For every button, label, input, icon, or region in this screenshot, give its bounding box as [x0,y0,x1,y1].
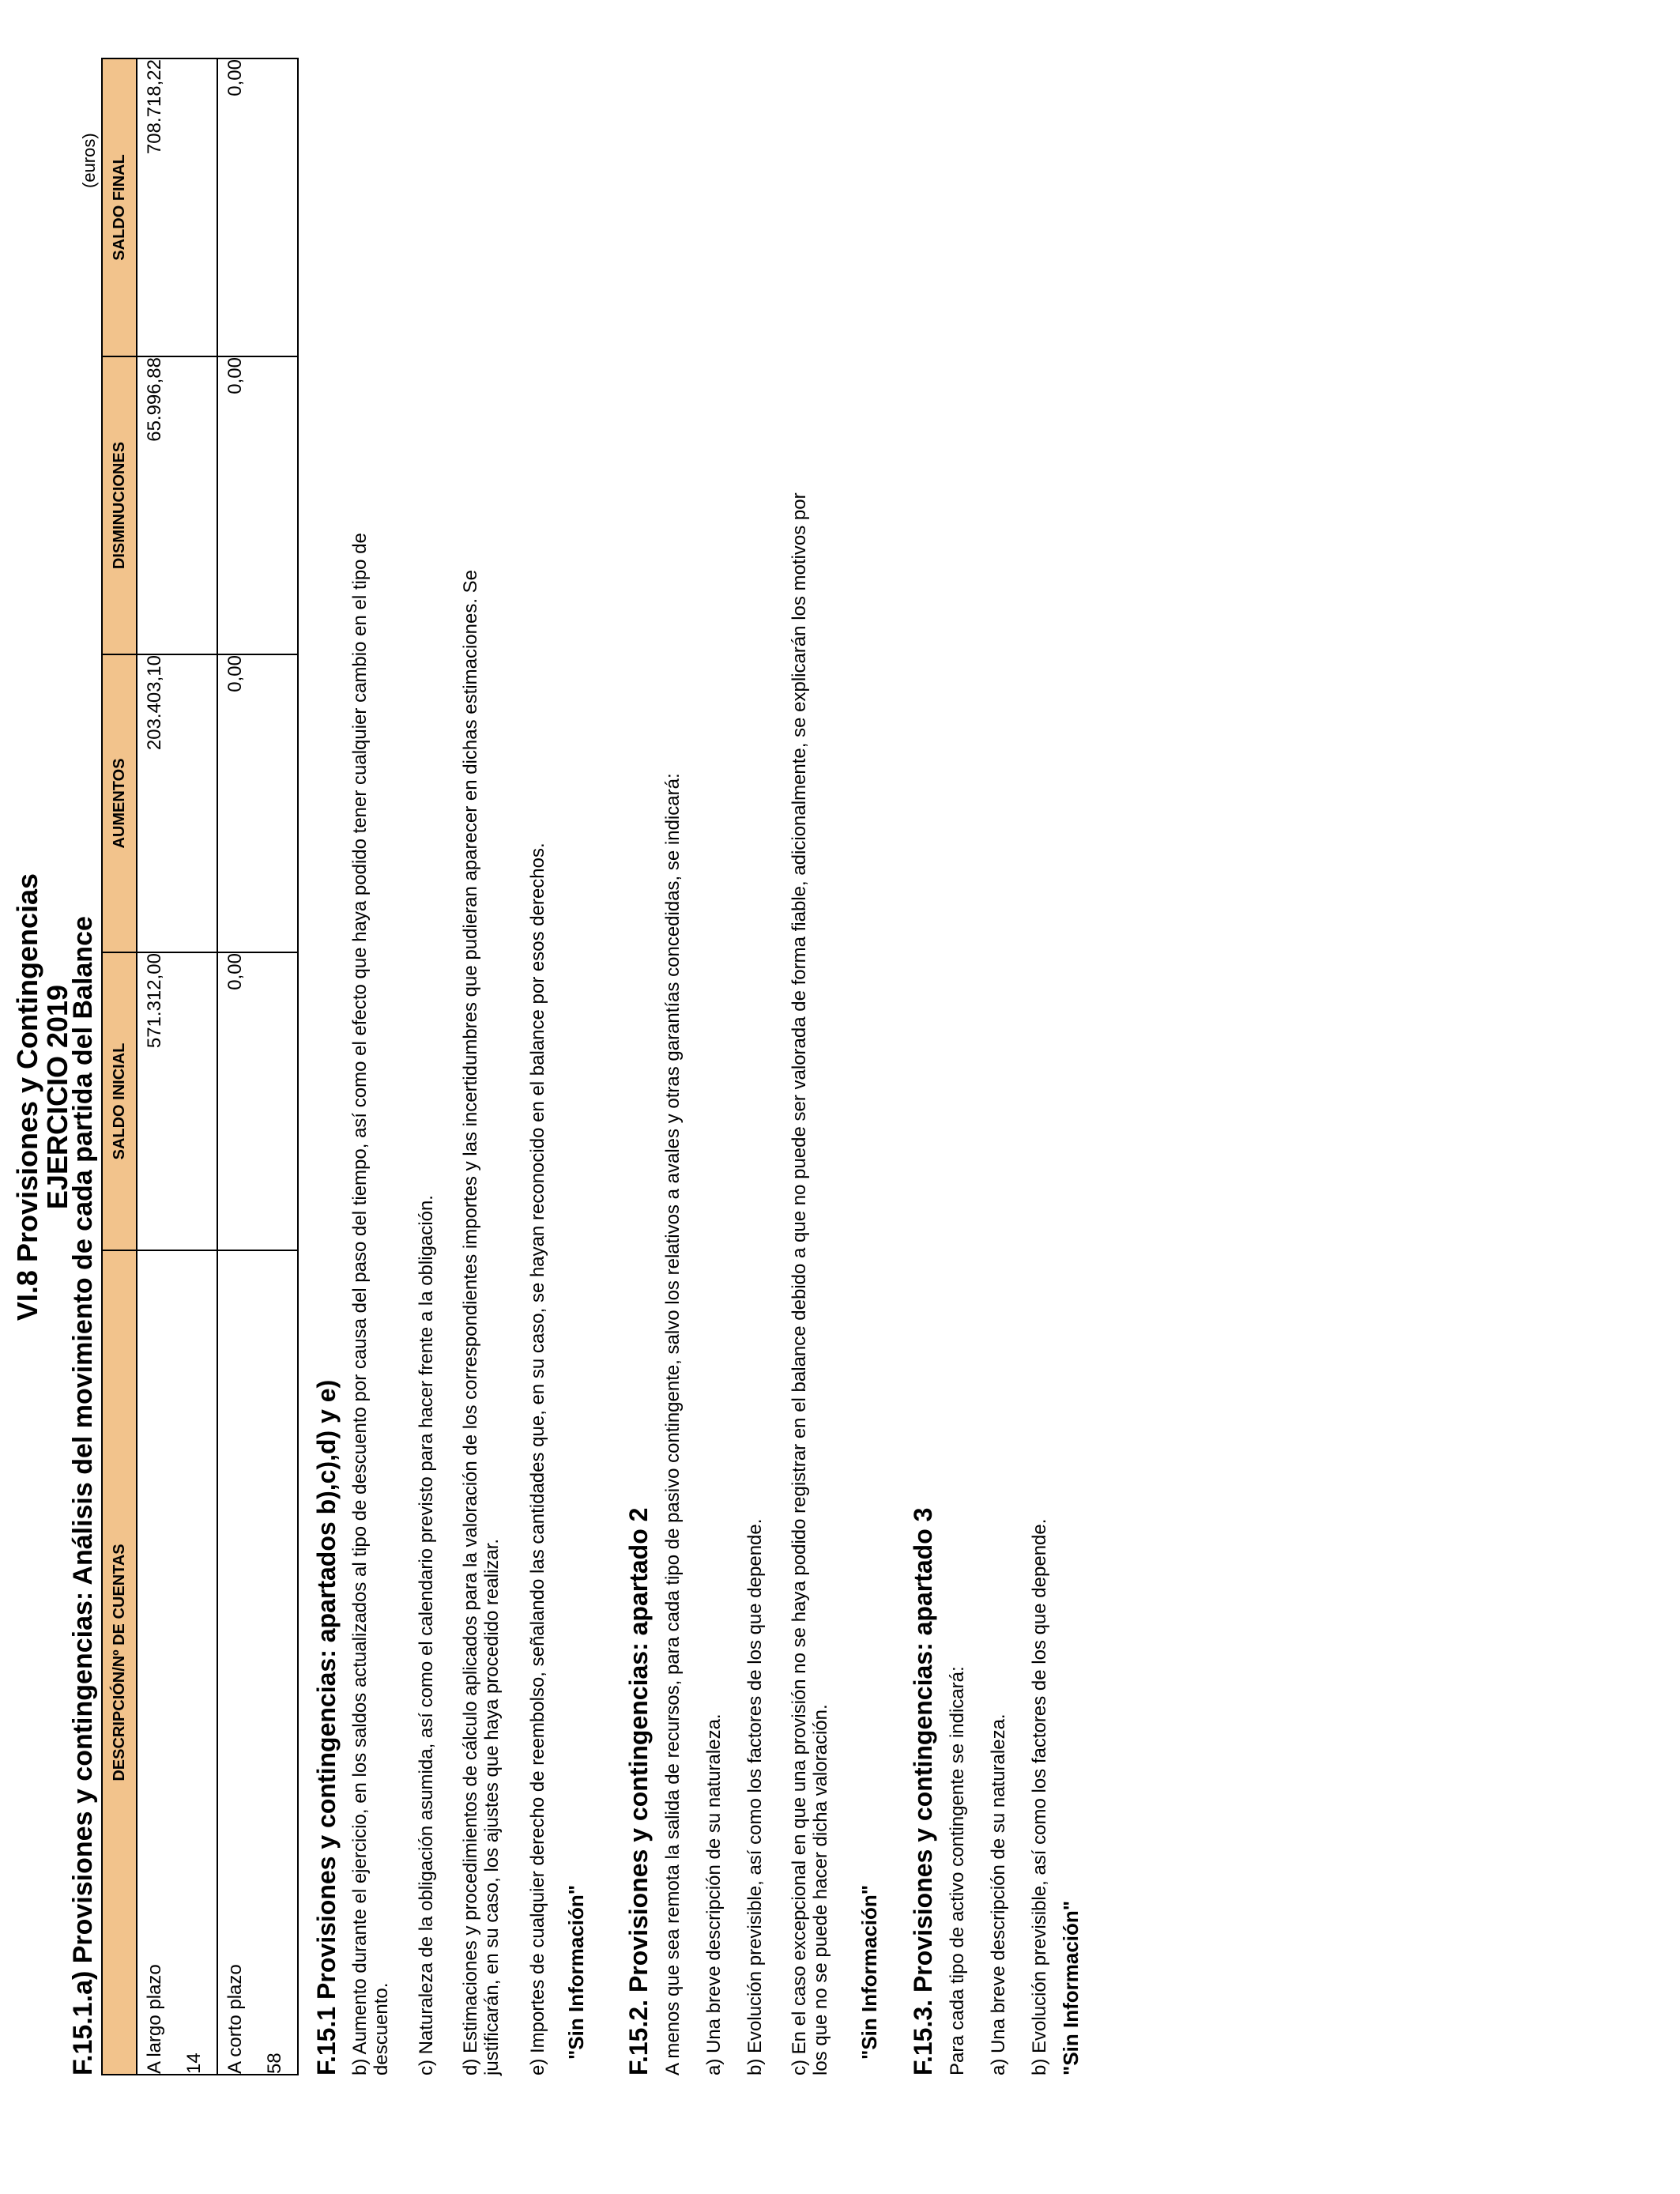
section-1-heading: F.15.1 Provisiones y contingencias: apartados b),c),d) y e) [312,1379,341,2075]
table-row [137,58,217,2075]
section-1-item-c: c) Naturaleza de la obligación asumida, así como el calendario previsto para hacer frente a la obligación. [416,1195,437,2075]
units-label: (euros) [79,133,99,188]
cell-disminuciones: 0,00 [217,356,298,654]
column-header-aumentos: AUMENTOS [102,654,137,952]
column-header-saldo-inicial: SALDO INICIAL [102,952,137,1250]
section-1-no-information: "Sin Información" [564,1884,588,2060]
section-2-item-b: b) Evolución previsible, así como los factores de los que depende. [744,1518,766,2075]
table-row [217,58,298,2075]
section-2-heading: F.15.2. Provisiones y contingencias: apartado 2 [624,1507,653,2075]
section-3-item-b: b) Evolución previsible, así como los factores de los que depende. [1029,1518,1050,2075]
section-3-heading: F.15.3. Provisiones y contingencias: apartado 3 [909,1507,937,2075]
column-header-disminuciones: DISMINUCIONES [102,356,137,654]
row-description: A largo plazo [144,1964,165,2074]
cell-saldo-final: 708.718,22 [137,58,217,356]
cell-disminuciones: 65.996,88 [137,356,217,654]
section-1-item-b-line-1: b) Aumento durante el ejercicio, en los saldos actualizados al tipo de descuento por causa del paso del tiempo, así como el efecto que haya podido tener cualquier cambio en el tipo de [349,533,371,2075]
row-description-cell [137,1250,217,2075]
section-1-item-d-line-2: justificarán, en su caso, los ajustes que haya procedido realizar. [481,1538,503,2075]
section-3-item-a: a) Una breve descripción de su naturaleza. [988,1713,1009,2075]
cell-aumentos: 0,00 [217,654,298,952]
provisions-table [101,58,299,2075]
row-description-cell [217,1250,298,2075]
row-account-number: 58 [264,2053,285,2074]
cell-saldo-final: 0,00 [217,58,298,356]
cell-saldo-inicial: 0,00 [217,952,298,1250]
fiscal-year: EJERCICIO 2019 [41,984,73,1210]
cell-aumentos: 203.403,10 [137,654,217,952]
section-1-item-d-line-1: d) Estimaciones y procedimientos de cálculo aplicados para la valoración de los correspondientes importes y las incertidumbres que pudieran aparecer en dichas estimaciones. Se [460,569,481,2075]
section-2-item-c-line-1: c) En el caso excepcional en que una provisión no se haya podido registrar en el balance debido a que no puede ser valorada de forma fiable, adicionalmente, se explicarán los motivos por [789,492,810,2075]
column-header-description: DESCRIPCIÓN/Nº DE CUENTAS [102,1250,137,2075]
row-account-number: 14 [183,2053,205,2074]
section-2-item-a: a) Una breve descripción de su naturaleza. [703,1713,725,2075]
table-header-row [102,58,137,2075]
section-3-intro: Para cada tipo de activo contingente se indicará: [947,1666,968,2075]
cell-saldo-inicial: 571.312,00 [137,952,217,1250]
section-3-no-information: "Sin Información" [1059,1900,1083,2075]
column-header-saldo-final: SALDO FINAL [102,58,137,356]
section-2-item-c-line-2: los que no se puede hacer dicha valoración. [810,1704,831,2075]
table-heading: F.15.1.a) Provisiones y contingencias: Análisis del movimiento de cada partida del Balance [68,916,98,2075]
section-2-intro: A menos que sea remota la salida de recursos, para cada tipo de pasivo contingente, salvo los relativos a avales y otras garantías concedidas, se indicará: [662,773,684,2075]
section-1-item-b-line-2: descuento. [371,1982,392,2075]
section-2-no-information: "Sin Información" [857,1884,881,2060]
page-title: VI.8 Provisiones y Contingencias [11,873,43,1321]
row-description: A corto plazo [224,1964,246,2074]
section-1-item-e: e) Importes de cualquier derecho de reembolso, señalando las cantidades que, en su caso, se hayan reconocido en el balance por esos derechos. [527,843,548,2075]
